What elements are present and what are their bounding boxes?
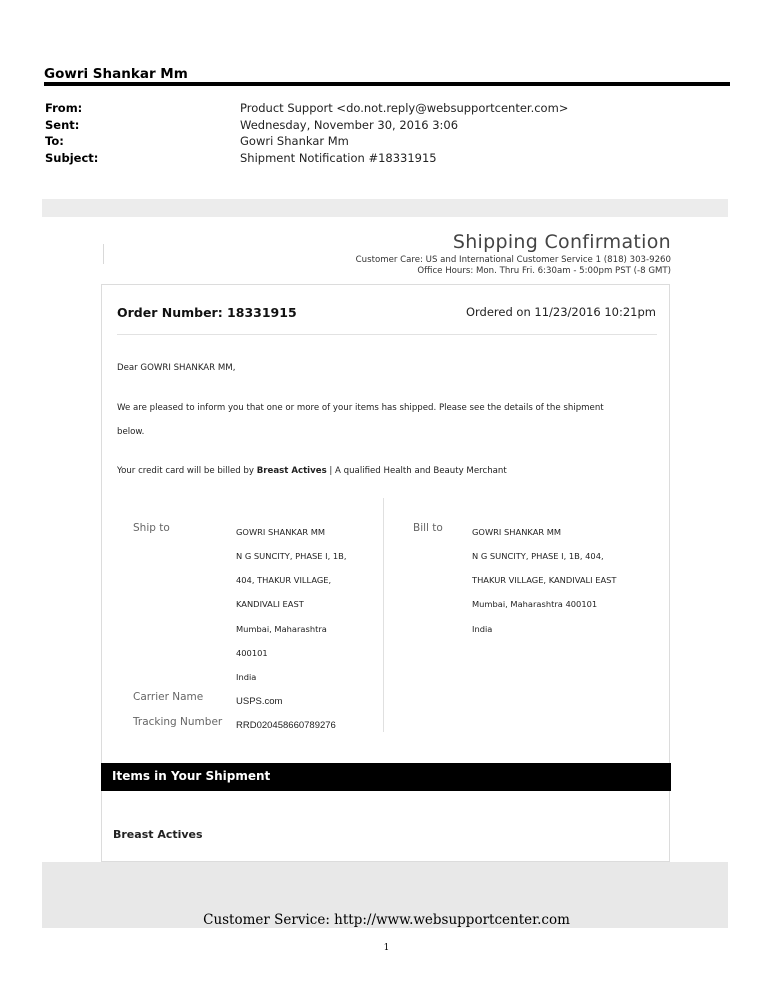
- confirmation-title: Shipping Confirmation: [452, 231, 671, 253]
- sender-name: Gowri Shankar Mm: [44, 66, 188, 82]
- office-hours-line: Office Hours: Mon. Thru Fri. 6:30am - 5:00pm PST (-8 GMT): [417, 266, 671, 276]
- bill-to-label: Bill to: [413, 522, 443, 534]
- sent-label: Sent:: [45, 118, 80, 132]
- items-header-bar: [101, 763, 671, 791]
- footer-text: Customer Service: http://www.websupportcenter.com: [203, 912, 570, 928]
- ship-to-line: N G SUNCITY, PHASE I, 1B,: [236, 551, 347, 561]
- from-value: Product Support <do.not.reply@websupportcenter.com>: [240, 101, 569, 115]
- ship-to-line: 404, THAKUR VILLAGE,: [236, 575, 332, 585]
- order-number: Order Number: 18331915: [117, 305, 297, 320]
- header-rule: [44, 82, 730, 86]
- to-label: To:: [45, 134, 64, 148]
- page-number: 1: [383, 943, 390, 953]
- subject-label: Subject:: [45, 151, 99, 165]
- carrier-label: Carrier Name: [133, 691, 204, 703]
- bill-to-line: India: [472, 624, 493, 634]
- ship-to-line: KANDIVALI EAST: [236, 599, 304, 609]
- ordered-date: Ordered on 11/23/2016 10:21pm: [465, 305, 656, 319]
- greeting: Dear GOWRI SHANKAR MM,: [117, 363, 236, 373]
- carrier-value: USPS.com: [236, 696, 283, 707]
- tracking-label: Tracking Number: [133, 716, 223, 728]
- address-divider: [383, 498, 384, 732]
- left-tick-mark: [103, 244, 104, 264]
- bill-to-line: THAKUR VILLAGE, KANDIVALI EAST: [472, 575, 617, 585]
- items-heading: Items in Your Shipment: [112, 769, 271, 783]
- top-grey-band: [42, 199, 728, 217]
- billing-prefix: Your credit card will be billed by: [117, 466, 254, 476]
- subject-value: Shipment Notification #18331915: [240, 151, 437, 165]
- item-name: Breast Actives: [113, 828, 203, 841]
- ship-to-label: Ship to: [133, 522, 170, 534]
- ship-to-line: 400101: [236, 648, 268, 658]
- billing-suffix: | A qualified Health and Beauty Merchant: [329, 466, 507, 476]
- order-divider: [117, 334, 657, 335]
- tracking-number: RRD020458660789276: [236, 720, 336, 731]
- ship-to-line: GOWRI SHANKAR MM: [236, 527, 326, 537]
- bill-to-line: N G SUNCITY, PHASE I, 1B, 404,: [472, 551, 604, 561]
- ship-to-line: Mumbai, Maharashtra: [236, 624, 327, 634]
- customer-care-line: Customer Care: US and International Customer Service 1 (818) 303-9260: [355, 255, 671, 265]
- to-value: Gowri Shankar Mm: [240, 134, 349, 148]
- message-line-2: below.: [117, 427, 145, 437]
- ship-to-line: India: [236, 672, 257, 682]
- billing-merchant: Breast Actives: [256, 466, 327, 476]
- bill-to-line: GOWRI SHANKAR MM: [472, 527, 562, 537]
- billing-statement: [117, 466, 507, 476]
- message-line-1: We are pleased to inform you that one or more of your items has shipped. Please see the details of the shipment: [117, 403, 604, 413]
- bill-to-line: Mumbai, Maharashtra 400101: [472, 599, 598, 609]
- from-label: From:: [45, 101, 83, 115]
- sent-value: Wednesday, November 30, 2016 3:06: [240, 118, 459, 132]
